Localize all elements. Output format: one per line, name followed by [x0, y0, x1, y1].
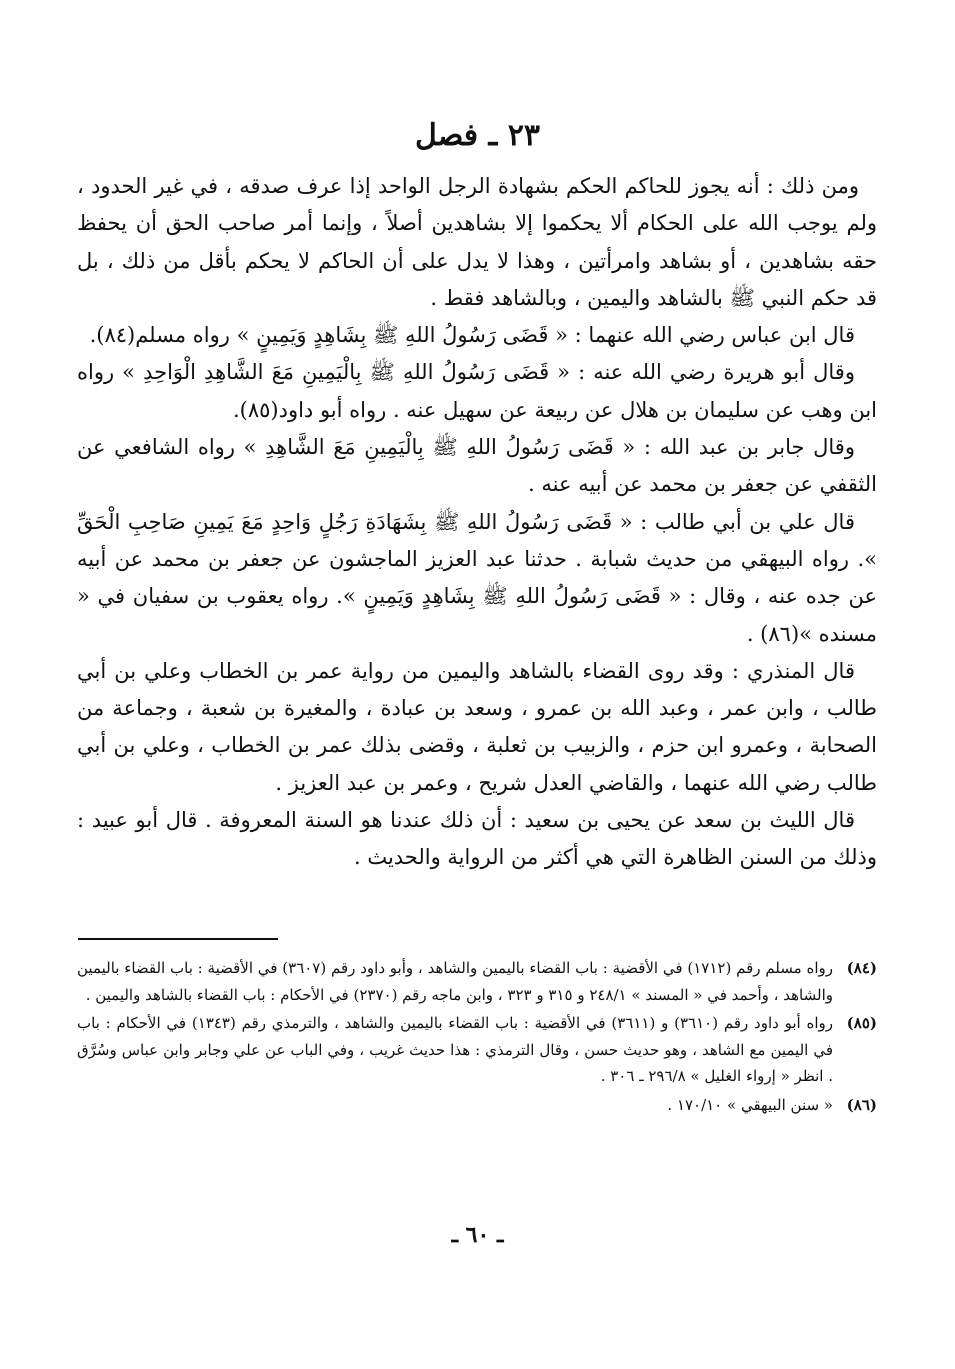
footnote: [77, 1092, 877, 1119]
section-heading: ٢٣ ـ فصل: [415, 118, 540, 153]
main-text: [77, 168, 877, 877]
footnote-number: (٨٤): [846, 959, 877, 977]
footnote: [77, 1010, 877, 1090]
footnotes: [77, 955, 877, 1120]
footnote-number: (٨٦): [846, 1095, 877, 1114]
page-number: ـ ٦٠ ـ: [451, 1222, 504, 1248]
footnote: [77, 955, 877, 1008]
paragraph-layth: قال الليث بن سعد عن يحيى بن سعيد : أن ذلك عندنا هو السنة المعروفة . قال أبو عبيد : وذلك من السنن الظاهرة التي هي أكثر من الرواية والحديث .: [77, 808, 877, 870]
footnote-text: رواه أبو داود رقم (٣٦١٠) و (٣٦١١) في الأقضية : باب القضاء باليمين والشاهد ، والترمذي رقم (١٣٤٣) في الأحكام : باب في اليمين مع الشاهد ، وهو حديث حسن ، وقال الترمذي : هذا حديث غريب ، وفي الباب عن علي وجابر وابن عباس وسُرَّق . انظر « إرواء الغليل » ٢٩٦/٨ ـ ٣٠٦ .: [77, 1014, 833, 1085]
paragraph-abu-hurayra: وقال أبو هريرة رضي الله عنه : « قَضَى رَسُولُ اللهِ ﷺ بِالْيَمِينِ مَعَ الشَّاهِدِ الْوَاحِدِ » رواه ابن وهب عن سليمان بن هلال عن ربيعة عن سهيل عنه . رواه أبو داود(٨٥).: [77, 360, 877, 422]
footnote-text: « سنن البيهقي » ١٧٠/١٠ .: [667, 1095, 833, 1114]
paragraph-ali: قال علي بن أبي طالب : « قَضَى رَسُولُ اللهِ ﷺ بِشَهَادَةِ رَجُلٍ وَاحِدٍ مَعَ يَمِينِ صَاحِبِ الْحَقِّ ». رواه البيهقي من حديث شبابة . حدثنا عبد العزيز الماجشون عن جعفر بن محمد عن أبيه عن جده عنه ، وقال : « قَضَى رَسُولُ اللهِ ﷺ بِشَاهِدٍ وَيَمِينٍ ». رواه يعقوب بن سفيان في « مسنده »(٨٦) .: [77, 509, 877, 646]
paragraph-jabir: وقال جابر بن عبد الله : « قَضَى رَسُولُ اللهِ ﷺ بِالْيَمِينِ مَعَ الشَّاهِدِ » رواه الشافعي عن الثقفي عن جعفر بن محمد عن أبيه عنه .: [77, 435, 877, 497]
footnote-number: (٨٥): [846, 1014, 877, 1032]
paragraph-mundhiri: قال المنذري : وقد روى القضاء بالشاهد واليمين من رواية عمر بن الخطاب وعلي بن أبي طالب ، وابن عمر ، وعبد الله بن عمرو ، وسعد بن عبادة ، والمغيرة بن شعبة ، وجماعة من الصحابة ، وعمرو ابن حزم ، والزبيب بن ثعلبة ، وقضى بذلك عمر بن الخطاب ، وعلي بن أبي طالب رضي الله عنهما ، والقاضي العدل شريح ، وعمر بن عبد العزيز .: [77, 658, 877, 795]
paragraph-intro: ومن ذلك : أنه يجوز للحاكم الحكم بشهادة الرجل الواحد إذا عرف صدقه ، في غير الحدود ، ولم يوجب الله على الحكام ألا يحكموا إلا بشاهدين أصلاً ، وإنما أمر صاحب الحق أن يحفظ حقه بشاهدين ، أو بشاهد وامرأتين ، وهذا لا يدل على أن الحاكم لا يحكم بأقل من ذلك ، بل قد حكم النبي ﷺ بالشاهد واليمين ، وبالشاهد فقط .: [77, 174, 877, 310]
footnote-text: رواه مسلم رقم (١٧١٢) في الأقضية : باب القضاء باليمين والشاهد ، وأبو داود رقم (٣٦٠٧) في الأقضية : باب القضاء باليمين والشاهد ، وأحمد في « المسند » ٢٤٨/١ و ٣١٥ و ٣٢٣ ، وابن ماجه رقم (٢٣٧٠) في الأحكام : باب القضاء بالشاهد واليمين .: [77, 959, 833, 1004]
paragraph-ibn-abbas: قال ابن عباس رضي الله عنهما : « قَضَى رَسُولُ اللهِ ﷺ بِشَاهِدٍ وَيَمِينٍ » رواه مسلم(٨٤).: [89, 323, 855, 348]
footnotes-divider: [78, 938, 278, 940]
